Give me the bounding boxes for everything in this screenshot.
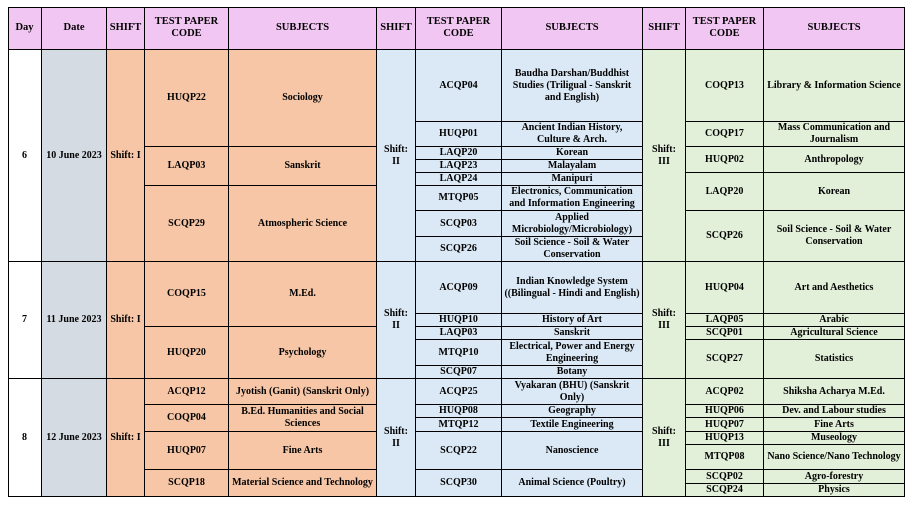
paper-code-cell: HUQP08 <box>416 405 502 418</box>
subject-cell: Geography <box>502 405 643 418</box>
subject-cell: Soil Science - Soil & Water Conservation <box>764 211 905 262</box>
subject-cell: Electronics, Communication and Information Engineering <box>502 186 643 211</box>
paper-code-cell: SCQP22 <box>416 432 502 470</box>
subject-cell: Agricultural Science <box>764 327 905 340</box>
shift-cell: Shift: II <box>377 50 416 262</box>
paper-code-cell: HUQP07 <box>686 418 764 432</box>
paper-code-cell: LAQP23 <box>416 160 502 173</box>
header-code: TEST PAPER CODE <box>145 7 229 50</box>
paper-code-cell: LAQP03 <box>145 147 229 186</box>
paper-code-cell: HUQP13 <box>686 432 764 445</box>
subject-cell: Applied Microbiology/Microbiology) <box>502 211 643 237</box>
subject-cell: Electrical, Power and Energy Engineering <box>502 340 643 366</box>
subject-cell: Botany <box>502 366 643 379</box>
header-shift: SHIFT <box>377 7 416 50</box>
paper-code-cell: SCQP24 <box>686 484 764 497</box>
day-cell: 6 <box>8 50 42 262</box>
subject-cell: Textile Engineering <box>502 418 643 432</box>
header-subjects: SUBJECTS <box>502 7 643 50</box>
shift-cell: Shift: I <box>107 262 145 379</box>
subject-cell: Physics <box>764 484 905 497</box>
paper-code-cell: SCQP18 <box>145 470 229 497</box>
subject-cell: Nanoscience <box>502 432 643 470</box>
subject-cell: Psychology <box>229 327 377 379</box>
paper-code-cell: HUQP06 <box>686 405 764 418</box>
subject-cell: Baudha Darshan/Buddhist Studies (Triligual - Sanskrit and English) <box>502 50 643 122</box>
paper-code-cell: SCQP26 <box>416 237 502 262</box>
subject-cell: Mass Communication and Journalism <box>764 122 905 147</box>
paper-code-cell: COQP13 <box>686 50 764 122</box>
paper-code-cell: SCQP07 <box>416 366 502 379</box>
day-cell: 8 <box>8 379 42 497</box>
paper-code-cell: SCQP26 <box>686 211 764 262</box>
header-shift: SHIFT <box>107 7 145 50</box>
date-cell: 10 June 2023 <box>42 50 107 262</box>
subject-cell: Animal Science (Poultry) <box>502 470 643 497</box>
shift-cell: Shift: I <box>107 50 145 262</box>
subject-cell: Dev. and Labour studies <box>764 405 905 418</box>
paper-code-cell: ACQP25 <box>416 379 502 405</box>
subject-cell: Library & Information Science <box>764 50 905 122</box>
header-subjects: SUBJECTS <box>764 7 905 50</box>
paper-code-cell: LAQP24 <box>416 173 502 186</box>
subject-cell: Atmospheric Science <box>229 186 377 262</box>
subject-cell: Art and Aesthetics <box>764 262 905 314</box>
subject-cell: Jyotish (Ganit) (Sanskrit Only) <box>229 379 377 405</box>
paper-code-cell: ACQP09 <box>416 262 502 314</box>
subject-cell: M.Ed. <box>229 262 377 327</box>
paper-code-cell: LAQP03 <box>416 327 502 340</box>
paper-code-cell: SCQP30 <box>416 470 502 497</box>
subject-cell: Malayalam <box>502 160 643 173</box>
day-cell: 7 <box>8 262 42 379</box>
paper-code-cell: COQP17 <box>686 122 764 147</box>
paper-code-cell: MTQP10 <box>416 340 502 366</box>
shift-cell: Shift: III <box>643 262 686 379</box>
subject-cell: Korean <box>764 173 905 211</box>
paper-code-cell: HUQP01 <box>416 122 502 147</box>
shift-cell: Shift: II <box>377 379 416 497</box>
shift-cell: Shift: III <box>643 379 686 497</box>
paper-code-cell: HUQP10 <box>416 314 502 327</box>
shift-cell: Shift: II <box>377 262 416 379</box>
paper-code-cell: HUQP02 <box>686 147 764 173</box>
header-shift: SHIFT <box>643 7 686 50</box>
subject-cell: Manipuri <box>502 173 643 186</box>
subject-cell: Material Science and Technology <box>229 470 377 497</box>
paper-code-cell: COQP04 <box>145 405 229 432</box>
shift-cell: Shift: I <box>107 379 145 497</box>
subject-cell: Vyakaran (BHU) (Sanskrit Only) <box>502 379 643 405</box>
subject-cell: Sanskrit <box>229 147 377 186</box>
paper-code-cell: HUQP07 <box>145 432 229 470</box>
subject-cell: Statistics <box>764 340 905 379</box>
paper-code-cell: LAQP20 <box>686 173 764 211</box>
subject-cell: Shiksha Acharya M.Ed. <box>764 379 905 405</box>
paper-code-cell: LAQP05 <box>686 314 764 327</box>
paper-code-cell: ACQP12 <box>145 379 229 405</box>
paper-code-cell: SCQP29 <box>145 186 229 262</box>
paper-code-cell: SCQP01 <box>686 327 764 340</box>
paper-code-cell: HUQP22 <box>145 50 229 147</box>
subject-cell: Sanskrit <box>502 327 643 340</box>
subject-cell: Fine Arts <box>229 432 377 470</box>
shift-cell: Shift: III <box>643 50 686 262</box>
date-cell: 11 June 2023 <box>42 262 107 379</box>
paper-code-cell: MTQP12 <box>416 418 502 432</box>
subject-cell: Indian Knowledge System ((Bilingual - Hindi and English) <box>502 262 643 314</box>
date-cell: 12 June 2023 <box>42 379 107 497</box>
header-date: Date <box>42 7 107 50</box>
subject-cell: Soil Science - Soil & Water Conservation <box>502 237 643 262</box>
subject-cell: Ancient Indian History, Culture & Arch. <box>502 122 643 147</box>
header-code: TEST PAPER CODE <box>416 7 502 50</box>
subject-cell: Fine Arts <box>764 418 905 432</box>
paper-code-cell: HUQP04 <box>686 262 764 314</box>
paper-code-cell: SCQP03 <box>416 211 502 237</box>
paper-code-cell: COQP15 <box>145 262 229 327</box>
header-subjects: SUBJECTS <box>229 7 377 50</box>
subject-cell: Nano Science/Nano Technology <box>764 445 905 470</box>
subject-cell: History of Art <box>502 314 643 327</box>
subject-cell: Arabic <box>764 314 905 327</box>
paper-code-cell: ACQP02 <box>686 379 764 405</box>
paper-code-cell: LAQP20 <box>416 147 502 160</box>
paper-code-cell: MTQP08 <box>686 445 764 470</box>
paper-code-cell: MTQP05 <box>416 186 502 211</box>
subject-cell: Anthropology <box>764 147 905 173</box>
header-day: Day <box>8 7 42 50</box>
subject-cell: Agro-forestry <box>764 470 905 484</box>
header-code: TEST PAPER CODE <box>686 7 764 50</box>
paper-code-cell: SCQP27 <box>686 340 764 379</box>
subject-cell: Sociology <box>229 50 377 147</box>
subject-cell: Korean <box>502 147 643 160</box>
paper-code-cell: HUQP20 <box>145 327 229 379</box>
subject-cell: B.Ed. Humanities and Social Sciences <box>229 405 377 432</box>
subject-cell: Museology <box>764 432 905 445</box>
paper-code-cell: SCQP02 <box>686 470 764 484</box>
paper-code-cell: ACQP04 <box>416 50 502 122</box>
